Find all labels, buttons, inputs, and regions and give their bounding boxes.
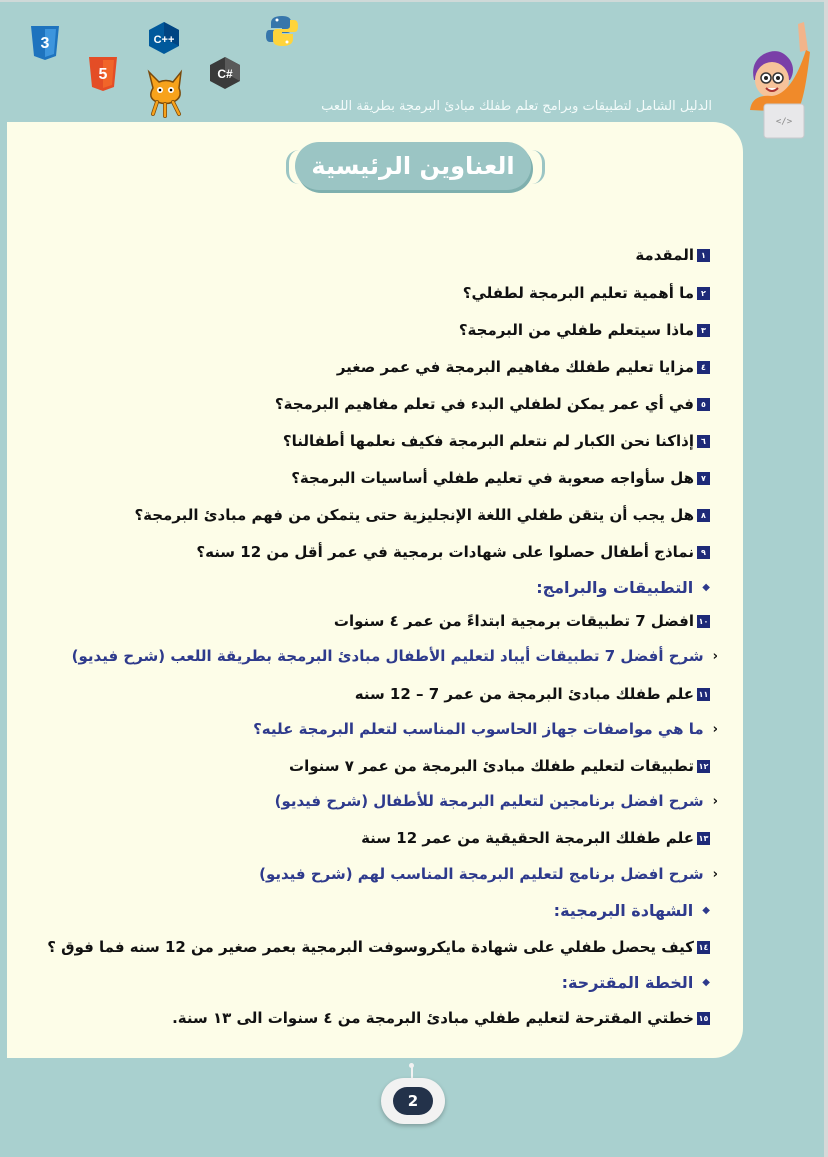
- toc-item[interactable]: [283, 432, 710, 450]
- toc-item-title: المقدمة: [635, 246, 694, 264]
- bullet-icon: ◆: [702, 905, 710, 916]
- section-title: الخطة المقترحة:: [561, 973, 694, 992]
- toc-item-title: خطتي المقترحة لتعليم طفلي مبادئ البرمجة من ٤ سنوات الى ١٣ سنة.: [172, 1009, 694, 1027]
- chevron-icon: ‹: [712, 866, 718, 882]
- chevron-icon: ‹: [712, 721, 718, 737]
- scan-edge-right: [824, 0, 828, 1157]
- svg-text:</>: </>: [775, 117, 793, 127]
- item-number-badge: ٥: [697, 398, 710, 411]
- toc-item-title: هل يجب أن يتقن طفلي اللغة الإنجليزية حتى يتمكن من فهم مبادئ البرمجة؟: [134, 506, 694, 524]
- bullet-icon: ◆: [702, 582, 710, 593]
- section-title: التطبيقات والبرامج:: [536, 578, 694, 597]
- csharp-icon: [208, 56, 242, 90]
- csharp-icon-label: C#: [217, 67, 233, 81]
- css3-icon: [29, 24, 61, 62]
- item-number-badge: ١٥: [698, 1013, 709, 1023]
- item-number-badge: ٣: [697, 324, 710, 337]
- subitem-title: شرح افضل برنامجين لتعليم البرمجة للأطفال (شرح فيديو): [274, 792, 704, 810]
- kid-laptop-illustration: [746, 20, 818, 142]
- toc-subitem[interactable]: [72, 647, 718, 665]
- toc-item[interactable]: [196, 543, 710, 561]
- cplusplus-icon: [147, 21, 181, 55]
- toc-item-title: نماذج أطفال حصلوا على شهادات برمجية في عمر أقل من 12 سنه؟: [196, 543, 694, 561]
- item-number-badge: ٧: [697, 472, 710, 485]
- toc-item[interactable]: [47, 938, 710, 956]
- toc-item[interactable]: [172, 1009, 710, 1027]
- section-title: الشهادة البرمجية:: [553, 901, 694, 920]
- item-number-badge: ٤: [697, 361, 710, 374]
- toc-item[interactable]: [463, 284, 710, 302]
- toc-item[interactable]: [459, 321, 710, 339]
- toc-item[interactable]: [275, 395, 710, 413]
- chevron-icon: ‹: [712, 648, 718, 664]
- subitem-title: شرح افضل برنامج لتعليم البرمجة المناسب لهم (شرح فيديو): [259, 865, 704, 883]
- toc-item-title: تطبيقات لتعليم طفلك مبادئ البرمجة من عمر ٧ سنوات: [289, 757, 694, 775]
- item-number-badge: ٢: [697, 287, 710, 300]
- toc-item-title: علم طفلك مبادئ البرمجة من عمر 7 – 12 سنه: [354, 685, 694, 703]
- toc-item-title: مزايا تعليم طفلك مفاهيم البرمجة في عمر صغير: [336, 358, 694, 376]
- toc-item-title: في أي عمر يمكن لطفلي البدء في تعلم مفاهيم البرمجة؟: [274, 395, 694, 413]
- html5-icon: [87, 55, 119, 93]
- page-title: العناوين الرئيسية: [295, 142, 531, 190]
- toc-item[interactable]: [289, 757, 710, 775]
- chevron-icon: ‹: [712, 793, 718, 809]
- item-number-badge: ١٠: [698, 616, 709, 626]
- cplusplus-icon-label: C++: [153, 34, 175, 46]
- toc-item-title: علم طفلك البرمجة الحقيقية من عمر 12 سنة: [361, 829, 694, 847]
- toc-item[interactable]: [361, 829, 710, 847]
- toc-item[interactable]: [337, 358, 710, 376]
- toc-subitem[interactable]: [275, 792, 718, 810]
- toc-item[interactable]: [134, 506, 710, 524]
- item-number-badge: ١٤: [698, 942, 709, 952]
- subitem-title: ما هي مواصفات جهاز الحاسوب المناسب لتعلم البرمجة عليه؟: [253, 720, 704, 738]
- bullet-icon: ◆: [702, 977, 710, 988]
- toc-item-title: ما أهمية تعليم البرمجة لطفلي؟: [462, 284, 694, 302]
- subitem-title: شرح أفضل 7 تطبيقات أيباد لتعليم الأطفال مبادئ البرمجة بطريقة اللعب (شرح فيديو): [71, 647, 704, 665]
- item-number-badge: ٩: [697, 546, 710, 559]
- toc-section-heading: [562, 973, 710, 992]
- scan-edge-top: [0, 0, 828, 2]
- toc-subitem[interactable]: [259, 865, 718, 883]
- item-number-badge: ١١: [698, 689, 709, 699]
- toc-item-title: افضل 7 تطبيقات برمجية ابتداءً من عمر ٤ سنوات: [333, 612, 694, 630]
- css3-icon-label: 3: [40, 35, 50, 52]
- toc-item[interactable]: [334, 612, 710, 630]
- item-number-badge: ١: [697, 249, 710, 262]
- toc-item-title: هل سأواجه صعوبة في تعليم طفلي أساسيات البرمجة؟: [291, 469, 694, 487]
- toc-subitem[interactable]: [253, 720, 718, 738]
- html5-icon-label: 5: [98, 66, 108, 83]
- python-icon: [265, 14, 299, 48]
- page-number-badge: [381, 1078, 445, 1124]
- item-number-badge: ١٣: [698, 833, 709, 843]
- item-number-badge: ١٢: [698, 761, 709, 771]
- toc-item[interactable]: [635, 246, 710, 264]
- toc-section-heading: [554, 901, 710, 920]
- toc-item-title: إذاكنا نحن الكبار لم نتعلم البرمجة فكيف نعلمها أطفالنا؟: [282, 432, 694, 450]
- item-number-badge: ٦: [697, 435, 710, 448]
- toc-item[interactable]: [355, 685, 710, 703]
- toc-item-title: ماذا سيتعلم طفلي من البرمجة؟: [458, 321, 694, 339]
- toc-section-heading: [536, 578, 710, 597]
- header-tagline: الدليل الشامل لتطبيقات وبرامج تعلم طفلك مبادئ البرمجة بطريقة اللعب: [321, 99, 712, 114]
- toc-item[interactable]: [291, 469, 710, 487]
- page-number: 2: [393, 1087, 433, 1115]
- toc-item-title: كيف يحصل طفلي على شهادة مايكروسوفت البرمجية بعمر صغير من 12 سنه فما فوق ؟: [47, 938, 694, 956]
- item-number-badge: ٨: [697, 509, 710, 522]
